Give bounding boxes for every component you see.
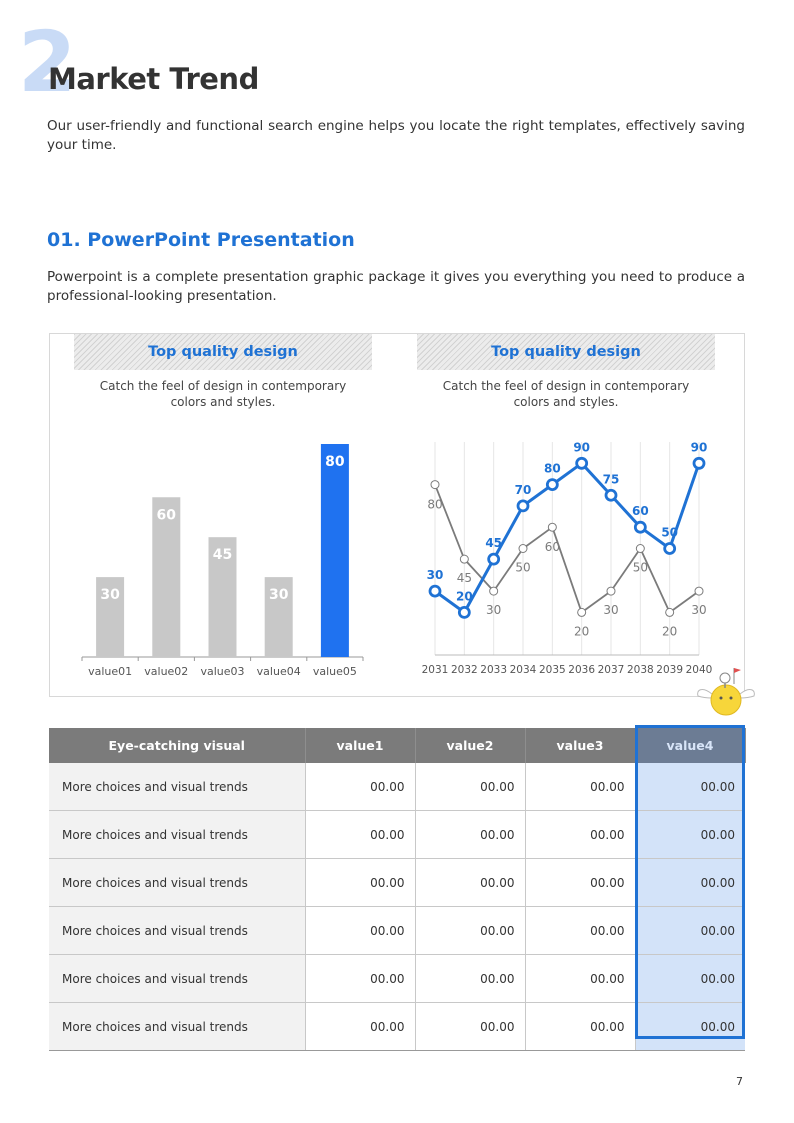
- row-label: More choices and visual trends: [49, 859, 305, 907]
- page-number: 7: [736, 1075, 743, 1088]
- table-cell: 00.00: [305, 763, 415, 811]
- line-x-label: 2038: [626, 664, 654, 676]
- column-header: value3: [525, 728, 635, 763]
- bar-category-label: value05: [312, 665, 357, 678]
- series-blue-point: [547, 480, 557, 490]
- line-x-label: 2036: [568, 664, 596, 676]
- table-cell: 00.00: [635, 811, 745, 859]
- data-table: [49, 728, 746, 1051]
- series-gray-label: 60: [544, 540, 560, 555]
- series-gray-label: 30: [486, 603, 502, 618]
- row-label: More choices and visual trends: [49, 763, 305, 811]
- series-gray-label: 50: [515, 560, 531, 575]
- series-blue-label: 30: [426, 568, 444, 583]
- series-blue-point: [430, 586, 440, 596]
- table-cell: 00.00: [525, 763, 635, 811]
- row-label: More choices and visual trends: [49, 955, 305, 1003]
- series-gray-label: 20: [574, 624, 590, 639]
- table-row: [49, 907, 745, 955]
- table-cell: 00.00: [305, 955, 415, 1003]
- table-cell: 00.00: [415, 763, 525, 811]
- column-header-highlighted: value4: [635, 728, 745, 763]
- series-gray-label: 45: [456, 571, 472, 586]
- row-label: More choices and visual trends: [49, 907, 305, 955]
- series-gray-label: 20: [662, 624, 678, 639]
- table-cell: 00.00: [305, 1003, 415, 1051]
- series-blue-label: 20: [455, 589, 473, 604]
- panel-caption-right-line1: Catch the feel of design in contemporary: [442, 379, 690, 393]
- table-cell: 00.00: [635, 955, 745, 1003]
- table-cell: 00.00: [525, 859, 635, 907]
- table-row: [49, 1003, 745, 1051]
- section-number: 2: [18, 13, 75, 111]
- table-row: [49, 955, 745, 1003]
- intro-paragraph: Our user-friendly and functional search engine helps you locate the right templates, effectively saving your time.: [47, 118, 745, 153]
- series-blue-label: 75: [602, 472, 620, 487]
- series-blue-label: 80: [543, 461, 561, 476]
- table-cell: 00.00: [635, 859, 745, 907]
- column-header: value1: [305, 728, 415, 763]
- panel-title-right: Top quality design: [417, 334, 715, 370]
- table-cell: 00.00: [525, 811, 635, 859]
- table-header-row: [49, 728, 745, 763]
- table-cell: 00.00: [635, 1003, 745, 1051]
- table-cell: 00.00: [525, 907, 635, 955]
- panel-title-left: Top quality design: [74, 334, 372, 370]
- bar-value-label: 30: [100, 587, 120, 604]
- line-x-label: 2040: [685, 664, 713, 676]
- line-x-label: 2037: [597, 664, 625, 676]
- series-gray-point: [490, 587, 498, 595]
- bar-value-label: 30: [268, 587, 289, 604]
- series-gray-point: [666, 608, 674, 616]
- series-gray-point: [578, 608, 586, 616]
- table-cell: 00.00: [415, 955, 525, 1003]
- bar-category-label: value04: [256, 665, 301, 678]
- series-blue-label: 50: [661, 525, 679, 540]
- series-blue-point: [489, 554, 499, 564]
- series-gray-point: [460, 555, 468, 563]
- series-blue-point: [577, 458, 587, 468]
- column-header: value2: [415, 728, 525, 763]
- series-gray-label: 50: [632, 560, 648, 575]
- panel-caption-left-line2: colors and styles.: [170, 395, 276, 409]
- series-gray-point: [636, 545, 644, 553]
- line-x-label: 2033: [480, 664, 508, 676]
- series-blue-label: 60: [631, 504, 649, 519]
- table-cell: 00.00: [305, 907, 415, 955]
- table-cell: 00.00: [415, 907, 525, 955]
- series-blue-point: [635, 522, 645, 532]
- table-cell: 00.00: [415, 811, 525, 859]
- series-gray-label: 30: [603, 603, 619, 618]
- series-gray-point: [431, 481, 439, 489]
- series-blue-point: [518, 501, 528, 511]
- bar-value-label: 80: [325, 454, 345, 470]
- section-subheading: 01. PowerPoint Presentation: [47, 229, 355, 251]
- line-x-label: 2035: [538, 664, 566, 676]
- series-blue-label: 90: [573, 440, 591, 455]
- table-row: [49, 811, 745, 859]
- line-x-label: 2031: [421, 664, 449, 676]
- table-row: [49, 859, 745, 907]
- section-description: Powerpoint is a complete presentation graphic package it gives you everything you need to produce a professional-looking presentation.: [47, 269, 745, 304]
- series-blue-label: 70: [514, 482, 532, 497]
- line-x-label: 2034: [509, 664, 537, 676]
- series-gray-point: [695, 587, 703, 595]
- table-row: [49, 763, 745, 811]
- winged-yellow-ball-icon: [694, 664, 758, 722]
- table-cell: 00.00: [415, 859, 525, 907]
- bar-category-label: value03: [200, 665, 245, 678]
- column-header: Eye-catching visual: [49, 728, 305, 763]
- bar-category-label: value01: [88, 665, 133, 678]
- page-title: Market Trend: [48, 62, 259, 96]
- table-cell: 00.00: [525, 1003, 635, 1051]
- series-gray-point: [548, 523, 556, 531]
- series-blue-point: [606, 490, 616, 500]
- series-blue-point: [459, 607, 469, 617]
- panel-caption-right-line2: colors and styles.: [513, 395, 619, 409]
- series-blue-label: 90: [690, 440, 708, 455]
- series-gray-point: [607, 587, 615, 595]
- bar-category-label: value02: [144, 665, 189, 678]
- table-cell: 00.00: [635, 763, 745, 811]
- series-blue-label: 45: [485, 536, 503, 551]
- bar-value-label: 60: [156, 507, 177, 524]
- table-cell: 00.00: [635, 907, 745, 955]
- bar-value-label: 45: [212, 547, 233, 564]
- line-x-label: 2039: [656, 664, 684, 676]
- line-x-label: 2032: [450, 664, 478, 676]
- series-blue-point: [694, 458, 704, 468]
- series-blue-point: [665, 544, 675, 554]
- row-label: More choices and visual trends: [49, 1003, 305, 1051]
- series-gray-label: 80: [427, 497, 443, 512]
- series-gray-point: [519, 545, 527, 553]
- series-gray-label: 30: [691, 603, 707, 618]
- table-cell: 00.00: [305, 859, 415, 907]
- row-label: More choices and visual trends: [49, 811, 305, 859]
- panel-caption-left-line1: Catch the feel of design in contemporary: [99, 379, 347, 393]
- table-cell: 00.00: [305, 811, 415, 859]
- table-cell: 00.00: [525, 955, 635, 1003]
- table-cell: 00.00: [415, 1003, 525, 1051]
